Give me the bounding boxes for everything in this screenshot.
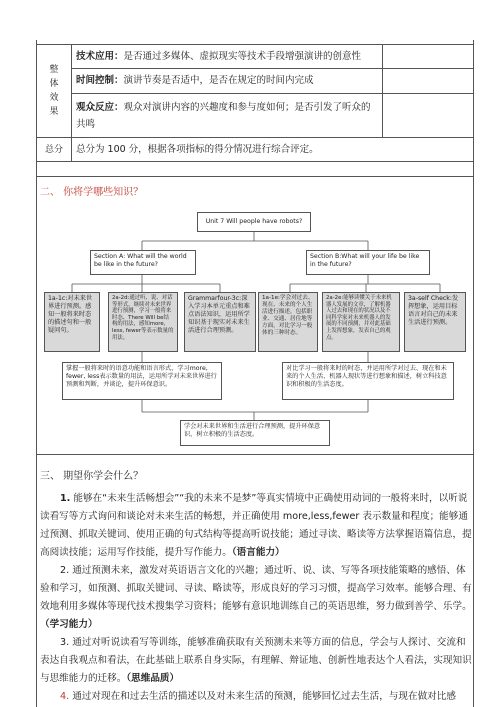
criterion-key: 技术应用： [76,50,124,62]
node-label: 学会对未来世界和生活进行合理预测，提升环保意识，树立积极的生活态度。 [184,423,321,438]
b1-node [258,292,318,352]
section2-title: 二、 你将学哪些知识？ [40,187,144,198]
node-label: Section A: What will the world be like in the future? [94,253,187,268]
node-label: 掌握一般将来时的语意功能和语言形式，学习more, fewer, less表示数量的用法，运用所学对未来世界进行预测和判断，并谈论，提升环保意识。 [66,365,217,388]
section3 [40,468,472,706]
summary-b-node [282,362,454,400]
section-divider [36,454,474,455]
goal-paragraph [40,688,472,706]
node-label: Section B:What will your life be like in the future? [310,253,420,268]
para-tag: （语言能力） [231,547,285,558]
criterion-key: 观众反应： [76,101,124,113]
node-label: 1a-1c:对未来世界进行预测。感知一般将来时态的描述句和一般疑问句。 [48,295,93,334]
node-label: 3a-self Check:发挥想象，运用目标语言对自己的未来生活进行预测。 [408,295,459,326]
final-goal-node [180,420,330,446]
para-text: 能够在“未来生活畅想会”“我的未来不是梦”等真实情境中正确使用动词的一般将来时，以听说读看写等方式询问和谈论对未来生活的畅想，并正确使用 more,less,fewer 表示数量和程度；能够通过预测、抓取关键词、使用正确的句式结构等提高听说技能；通过寻读、略读等方法掌握语篇信息，提高阅读技能；运用写作技能，提升写作能力。 [40,493,472,558]
criterion-text: 是否通过多媒体、虚拟现实等技术手段增强演讲的创意性 [123,50,362,62]
b2-node [322,292,400,352]
para-text: 通过对听说读看写等训练，能够准确获取有关预测未来等方面的信息，学会与人探讨、交流和表达自我观点和看法，在此基础上联系自身实际，有理解、辩证地、创新性地表达个人看法，实现知识与思维能力的迁移。 [40,637,472,684]
goal-paragraph [40,562,472,634]
para-number: 3. [60,637,70,648]
para-number: 2. [60,565,70,576]
criterion-text: 观众对演讲内容的兴趣度和参与度如何；是否引发了听众的共鸣 [76,101,371,130]
a2-node [108,292,178,352]
section-a-node [90,250,196,275]
criterion-key: 时间控制： [76,75,124,86]
node-label: 2a-2d:通过听、说、对话等形式，继续对未来世界进行预测，学习一般将来时态、There Will be结构的用法，感知more, less, fewer等表示数量的用法。 [112,295,174,341]
para-tag: （学习能力） [40,619,98,630]
node-label: 1a-1e:学会对过去、现在、未来的个人生活进行描述，包括职业、交通、居住地等方面。对比学习一般体的三种时态。 [262,295,314,336]
a1-node [44,292,100,352]
group-label: 整体效果 [49,65,59,117]
criterion-text: 演讲节奏是否适中，是否在规定的时间内完成 [123,75,314,86]
para-text: 通过预测未来，激发对英语语言文化的兴趣；通过听、说、读、写等各项技能策略的感悟、体验和学习，如预测、抓取关键词、寻读、略读等，形成良好的学习习惯，提高学习效率。能够合理、有效地利用多媒体等现代技术搜集学习资料；能够有意识地训练自己的英语思维，努力做到善学、乐学。 [40,565,472,612]
node-label: 对比学习一般将来时的时态，并运用所学对过去、现在和未来的个人生活、机器人现状等进行想象和描述，树立科技意识和积极的生活态度。 [286,365,447,388]
a3-node [184,292,256,352]
total-label: 总分 [44,144,63,155]
total-text: 总分为 100 分，根据各项指标的得分情况进行综合评定。 [76,143,319,155]
node-label: 2a-2e:能够读懂关于未来机器人发展的文章，了解机器人过去和现在的状况以及不同科学家对未来机器人的发展的不同预测，并对此基础上发挥想象，发表自己的观点。 [326,295,392,341]
node-label: Grammarfour-3c:深入学习本单元重点和难点语法知识，运用所学知识基于现实对未来生活进行合理预测。 [188,295,250,334]
summary-a-node [62,362,222,400]
b3-node [404,292,466,352]
goal-paragraph [40,634,472,688]
section-b-node [306,250,430,275]
para-number: 4. [60,691,70,702]
para-number: 1. [60,493,71,504]
para-tag: （思维品质） [126,673,180,684]
section3-title: 三、 期望你学会什么？ [40,471,144,482]
diagram-root-node [197,212,311,232]
goal-paragraph [40,490,472,562]
node-label: Unit 7 Will people have robots? [205,218,303,225]
para-text: 通过对现在和过去生活的描述以及对未来生活的预测，能够回忆过去生活，与现在做对比感 [72,691,456,702]
